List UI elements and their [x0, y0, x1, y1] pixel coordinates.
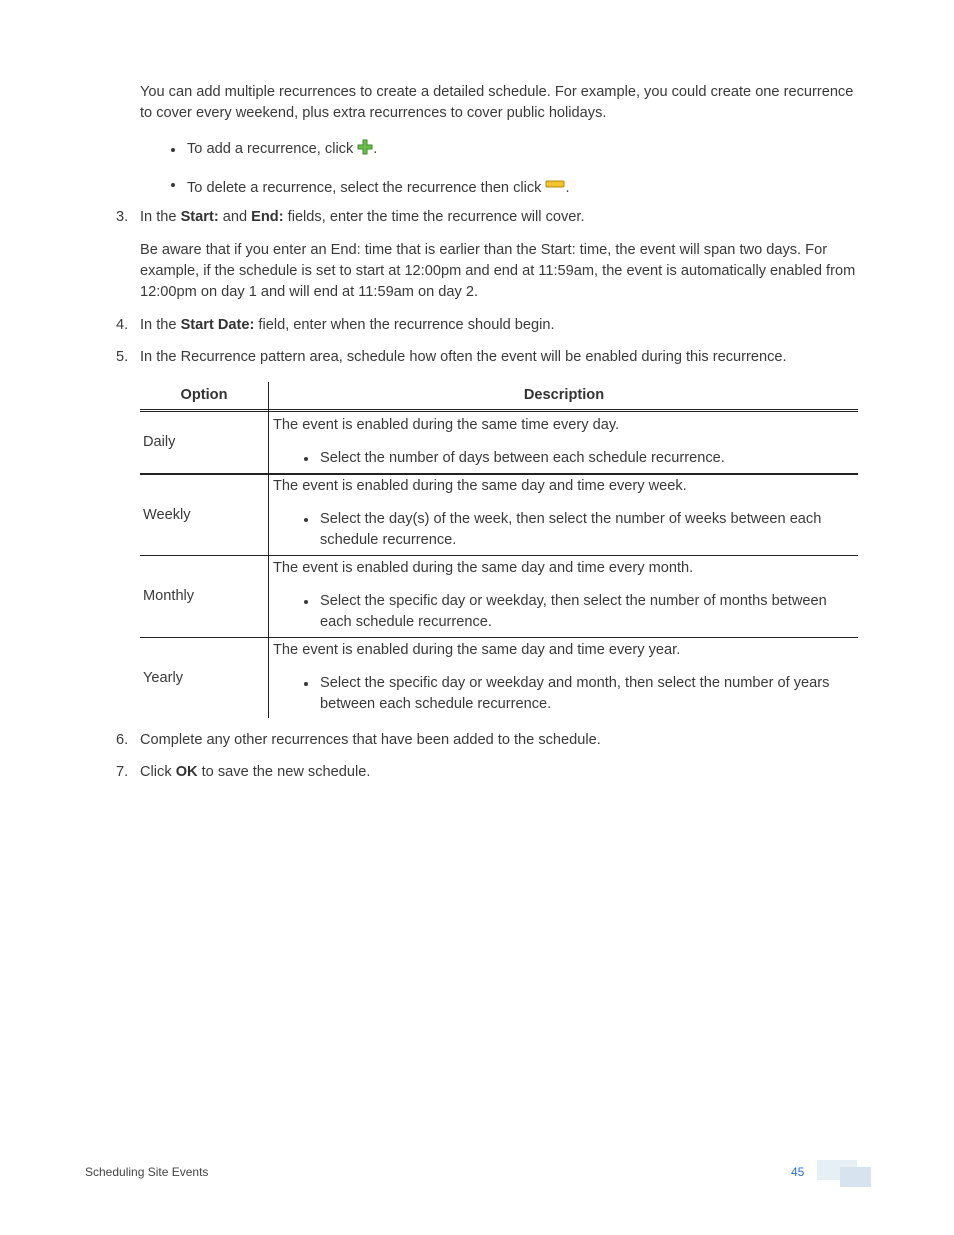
- delete-recurrence-text: To delete a recurrence, select the recurrence then click: [187, 180, 542, 196]
- table-header-option: Option: [180, 387, 228, 403]
- step-3-note: Be aware that if you enter an End: time that is earlier than the Start: time, the event will span two days. For example, if the schedule is set to start at 12:00pm and end at 11:59am, the event is automatically enabled from 12:00pm on day 1 and will end at 11:59am on day 2.: [140, 242, 856, 300]
- period: .: [565, 180, 570, 196]
- option-cell: Yearly: [143, 670, 184, 686]
- option-cell: Monthly: [143, 588, 195, 604]
- period: .: [373, 141, 378, 157]
- table-header-rule: [140, 409, 858, 412]
- green-plus-icon: [357, 139, 373, 162]
- add-recurrence-bullet: [187, 139, 847, 162]
- page-number: 45: [791, 1165, 805, 1179]
- delete-recurrence-bullet: [187, 174, 847, 199]
- step-3-text: fields, enter the time the recurrence will cover.: [283, 209, 585, 225]
- table-column-divider: [268, 382, 269, 718]
- description-bullet: Select the number of days between each schedule recurrence.: [320, 448, 858, 469]
- intro-paragraph: You can add multiple recurrences to create a detailed schedule. For example, you could create one recurrence to cover every weekend, plus extra recurrences to cover public holidays.: [140, 84, 854, 121]
- footer-section-title: Scheduling Site Events: [85, 1165, 209, 1179]
- row-divider: [140, 555, 858, 556]
- step-7-number: 7.: [116, 764, 129, 780]
- end-field-label: End:: [251, 209, 284, 225]
- description-bullet: Select the specific day or weekday and month, then select the number of years between each schedule recurrence.: [320, 673, 858, 715]
- step-4-text: In the: [140, 317, 181, 333]
- option-cell: Daily: [143, 434, 176, 450]
- description-cell: The event is enabled during the same day and time every week.: [273, 478, 687, 494]
- description-cell: The event is enabled during the same day and time every month.: [273, 560, 694, 576]
- step-7-text: to save the new schedule.: [197, 764, 371, 780]
- yellow-minus-icon: [545, 174, 565, 195]
- step-5-number: 5.: [116, 349, 129, 365]
- description-bullet: Select the specific day or weekday, then select the number of months between each schedule recurrence.: [320, 591, 858, 633]
- step-6-number: 6.: [116, 732, 129, 748]
- description-cell: The event is enabled during the same day and time every year.: [273, 642, 681, 658]
- add-recurrence-text: To add a recurrence, click: [187, 141, 354, 157]
- step-7-text: Click: [140, 764, 176, 780]
- ok-label: OK: [175, 764, 198, 780]
- footer-decoration: [840, 1167, 871, 1187]
- step-5: In the Recurrence pattern area, schedule how often the event will be enabled during this recurrence.: [140, 349, 787, 365]
- row-divider: [140, 473, 858, 475]
- step-3-text: In the: [140, 209, 181, 225]
- description-bullet: Select the day(s) of the week, then select the number of weeks between each schedule recurrence.: [320, 509, 858, 551]
- row-divider: [140, 637, 858, 638]
- step-4-number: 4.: [116, 317, 129, 333]
- table-header-description: Description: [523, 387, 605, 403]
- step-3-text: and: [218, 209, 252, 225]
- step-4-text: field, enter when the recurrence should begin.: [254, 317, 555, 333]
- step-3: [140, 207, 860, 228]
- start-field-label: Start:: [180, 209, 219, 225]
- step-7: [140, 762, 860, 783]
- step-3-number: 3.: [116, 209, 129, 225]
- option-cell: Weekly: [143, 507, 191, 523]
- step-6: Complete any other recurrences that have been added to the schedule.: [140, 732, 601, 748]
- start-date-label: Start Date:: [180, 317, 255, 333]
- step-4: [140, 315, 860, 336]
- description-cell: The event is enabled during the same time every day.: [273, 417, 620, 433]
